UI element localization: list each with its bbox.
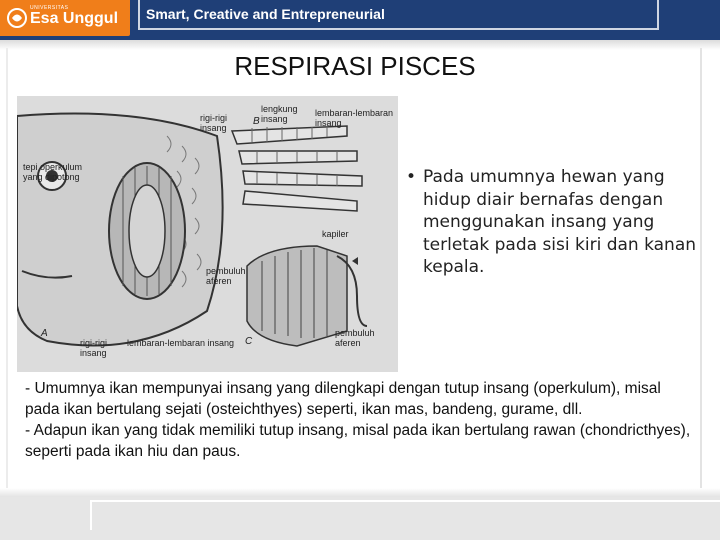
label-lembaran-top-2: insang [315,118,342,128]
label-letter-a: A [41,328,48,339]
university-logo[interactable] [0,0,130,36]
label-yang-dipotong: yang dipotong [23,172,80,182]
left-border-line [6,48,8,488]
paragraph-operkulum: - Umumnya ikan mempunyai insang yang dilengkapi dengan tutup insang (operkulum), misal pada ikan bertulang sejati (osteichthyes) seperti, ikan mas, bandeng, gurame, dll. [25,380,661,418]
label-rigi-rigi-bottom-1: rigi-rigi [80,338,107,348]
label-lengkung-1: lengkung [261,104,298,114]
label-tepi-operkulum: tepi operkulum [23,162,83,172]
logo-subtitle: UNIVERSITAS [30,5,69,11]
body-text [25,378,693,462]
bullet-point [406,166,701,279]
label-letter-c: C [245,336,253,347]
tagline: Smart, Creative and Entrepreneurial [146,6,385,22]
label-rigi-rigi-top-1: rigi-rigi [200,113,227,123]
header-shadow [0,40,720,50]
paragraph-no-operkulum: - Adapun ikan yang tidak memiliki tutup insang, misal pada ikan bertulang rawan (chondricthyes), seperti pada ikan hiu dan paus. [25,422,691,460]
label-rigi-rigi-bottom-2: insang [80,348,107,358]
label-lengkung-2: insang [261,114,288,124]
label-lembaran-top-1: lembaran-lembaran [315,108,394,118]
label-kapiler: kapiler [322,229,349,239]
label-lembaran-bottom: lembaran-lembaran insang [127,338,235,348]
label-pembuluh-aferen-left-2: aferen [206,276,232,286]
bullet-text: Pada umumnya hewan yang hidup diair bernafas dengan menggunakan insang yang terletak pada sisi kiri dan kanan kepala. [423,167,697,277]
slide-title: RESPIRASI PISCES [234,51,476,81]
fish-gill-figure [17,96,398,372]
label-rigi-rigi-top-2: insang [200,123,227,133]
bullet-dot-icon: • [406,167,417,187]
label-letter-b: B [253,116,260,127]
label-pembuluh-aferen-right-2: aferen [335,338,361,348]
logo-emblem-icon [7,8,27,28]
logo-name: Esa Unggul [30,10,119,27]
label-pembuluh-aferen-right-1: pembuluh [335,328,375,338]
label-pembuluh-aferen-left-1: pembuluh [206,266,246,276]
footer-frame [90,500,720,530]
